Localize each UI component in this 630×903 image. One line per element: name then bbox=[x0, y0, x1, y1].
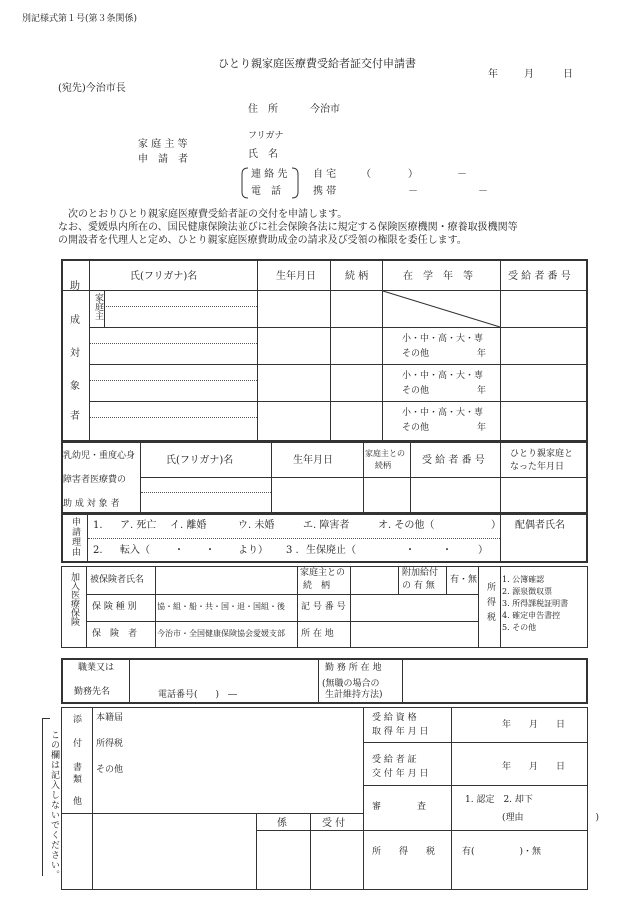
furigana-label: フリガナ bbox=[248, 131, 284, 141]
col-school: 在 学 年 等 bbox=[403, 271, 473, 282]
subsidy-col-rel-1: 家庭主との bbox=[365, 449, 405, 458]
insurance-kind-options[interactable]: 協・組・船・共・国・退・国組・後 bbox=[157, 602, 285, 611]
school-options-3: 小・中・高・大・専 bbox=[402, 408, 484, 418]
reason-2-dot-2: ・ bbox=[205, 545, 215, 556]
form-id: 別記様式第１号(第３条関係) bbox=[22, 14, 138, 24]
reason-3-dot-1: ・ bbox=[405, 545, 415, 556]
addressee: (宛先)今治市長 bbox=[58, 83, 126, 94]
extra-benefit-2: の 有 無 bbox=[402, 581, 435, 591]
income-tax-label: 所 得 税 bbox=[372, 847, 436, 857]
school-diagonal bbox=[383, 291, 500, 327]
attach-doc-3: その他 bbox=[96, 765, 124, 775]
spouse-name-label: 配偶者氏名 bbox=[515, 520, 565, 531]
form-title: ひとり親家庭医療費受給者証交付申請書 bbox=[218, 57, 416, 70]
attach-side-1: 添 bbox=[73, 715, 83, 725]
col-relation: 続 柄 bbox=[345, 271, 369, 282]
review-value: 1. 認定 2. 却下 bbox=[465, 795, 533, 805]
issue-label-2: 交 付 年 月 日 bbox=[372, 769, 429, 779]
reason-1-unmarried[interactable]: ウ. 未婚 bbox=[238, 520, 275, 531]
subsidy-label-2: 障害者医療費の bbox=[63, 475, 127, 485]
attach-side-3: 書 bbox=[73, 763, 83, 773]
attach-side-5: 他 bbox=[73, 797, 83, 807]
issue-label-1: 受 給 者 証 bbox=[372, 755, 417, 765]
insurance-code-label: 記 号 番 号 bbox=[301, 602, 346, 612]
reason-2-number: 2. bbox=[93, 545, 103, 556]
mobile-label: 携 帯 bbox=[313, 186, 337, 197]
home-open: （ bbox=[361, 169, 371, 180]
date-day: 日 bbox=[563, 69, 573, 80]
reason-3-close: ） bbox=[478, 545, 488, 556]
side-char-4: 象 bbox=[70, 381, 80, 392]
reason-1-other[interactable]: オ. その他（ bbox=[378, 520, 435, 531]
insurer-value[interactable]: 今治市・全国健康保険協会愛媛支部 bbox=[157, 629, 285, 638]
address-label: 住 所 bbox=[248, 104, 278, 115]
extra-benefit-1: 附加給付 bbox=[402, 568, 439, 578]
school-year-2: 年 bbox=[477, 386, 487, 396]
attach-side-4: 類 bbox=[73, 775, 83, 785]
subsidy-col-single-1: ひとり親家庭と bbox=[510, 449, 574, 459]
income-item-4[interactable]: 4. 確定申告書控 bbox=[502, 611, 561, 620]
review-reason: (理由 ) bbox=[502, 813, 600, 823]
col-name: 氏(フリガナ)名 bbox=[130, 271, 198, 282]
unemployed-label-1: (無職の場合の bbox=[322, 679, 380, 689]
school-options-2: 小・中・高・大・専 bbox=[402, 371, 484, 381]
reason-2-dot-1: ・ bbox=[174, 545, 184, 556]
insurer-location-label: 所 在 地 bbox=[301, 629, 334, 639]
subsidy-col-rel-2: 続柄 bbox=[375, 461, 391, 470]
school-year-1: 年 bbox=[477, 349, 487, 359]
col-number: 受 給 者 番 号 bbox=[508, 271, 571, 282]
insurance-side-label: 加入医療保険 bbox=[69, 572, 79, 626]
income-item-5[interactable]: 5. その他 bbox=[502, 623, 537, 632]
insured-name-label: 被保険者氏名 bbox=[90, 575, 145, 585]
home-close: ） bbox=[408, 169, 418, 180]
eligibility-label-1: 受 給 資 格 bbox=[372, 713, 417, 723]
side-char-1: 助 bbox=[70, 281, 80, 292]
insurer-label: 保 険 者 bbox=[92, 629, 138, 639]
contact-label: 連 絡 先 bbox=[251, 169, 288, 180]
staff-label: 係 bbox=[277, 818, 287, 829]
attach-doc-1: 本籍届 bbox=[96, 713, 124, 723]
school-options-1: 小・中・高・大・専 bbox=[402, 334, 484, 344]
attach-doc-2: 所得税 bbox=[96, 739, 124, 749]
income-item-3[interactable]: 3. 所得課税証明書 bbox=[502, 599, 569, 608]
beneficiary-table bbox=[61, 259, 588, 442]
subsidy-col-birth: 生年月日 bbox=[293, 455, 333, 466]
insurance-rel-1: 家庭主との bbox=[300, 568, 346, 578]
address-value[interactable]: 今治市 bbox=[310, 104, 340, 115]
eligibility-label-2: 取 得 年 月 日 bbox=[372, 727, 429, 737]
reason-3-number: 3 . bbox=[286, 545, 299, 556]
reason-1-divorce[interactable]: イ. 離婚 bbox=[170, 520, 207, 531]
mobile-dash-1: － bbox=[408, 186, 418, 197]
income-item-1[interactable]: 1. 公簿確認 bbox=[502, 575, 545, 584]
side-char-2: 成 bbox=[70, 315, 80, 326]
subsidy-col-number: 受 給 者 番 号 bbox=[422, 455, 485, 466]
job-phone-label: 電話番号( ) ― bbox=[158, 690, 238, 700]
income-tax-value: 有( )・無 bbox=[462, 847, 542, 857]
job-label-1: 職業又は bbox=[78, 663, 115, 673]
reason-1-death[interactable]: ア. 死亡 bbox=[120, 520, 157, 531]
reason-2-move-in[interactable]: 転入（ bbox=[120, 545, 150, 556]
school-other-2: その他 bbox=[402, 386, 430, 396]
intro-line-3: の開設者を代理人と定め、ひとり親家庭医療費助成金の請求及び受領の権限を委任します。 bbox=[58, 235, 467, 246]
issue-date: 年 月 日 bbox=[502, 762, 566, 772]
reason-1-number: 1. bbox=[93, 520, 103, 531]
insurance-kind-label: 保 険 種 別 bbox=[92, 602, 137, 612]
reception-label: 受 付 bbox=[322, 818, 346, 829]
reason-1-close: ） bbox=[491, 520, 501, 531]
eligibility-date: 年 月 日 bbox=[502, 720, 566, 730]
reason-1-disabled[interactable]: エ. 障害者 bbox=[303, 520, 350, 531]
role-label-1: 家 庭 主 等 bbox=[138, 139, 188, 150]
subsidy-label-3: 助 成 対 象 者 bbox=[63, 499, 120, 509]
intro-line-1: 次のとおりひとり親家庭医療費受給者証の交付を申請します。 bbox=[68, 209, 348, 220]
reason-3-welfare[interactable]: 生保廃止（ bbox=[306, 545, 356, 556]
mobile-dash-2: － bbox=[478, 186, 488, 197]
school-other-1: その他 bbox=[402, 349, 430, 359]
reason-side-label: 申請理由 bbox=[70, 517, 80, 557]
col-birth: 生年月日 bbox=[276, 271, 316, 282]
reason-3-dot-2: ・ bbox=[442, 545, 452, 556]
date-year: 年 bbox=[488, 69, 498, 80]
unemployed-label-2: 生計維持方法) bbox=[325, 690, 383, 700]
note-bracket bbox=[42, 718, 43, 876]
household-head-label: 家庭主 bbox=[93, 293, 103, 320]
date-month: 月 bbox=[524, 69, 534, 80]
subsidy-label-1: 乳幼児・重度心身 bbox=[63, 451, 136, 461]
workplace-label: 勤 務 所 在 地 bbox=[325, 663, 382, 673]
income-tax-side: 所得税 bbox=[485, 582, 495, 627]
attach-side-2: 付 bbox=[73, 739, 83, 749]
school-other-3: その他 bbox=[402, 423, 430, 433]
insurance-rel-2: 続 柄 bbox=[303, 581, 331, 591]
phone-label: 電 話 bbox=[251, 186, 281, 197]
home-label: 自 宅 bbox=[313, 169, 337, 180]
review-label: 審 査 bbox=[372, 802, 427, 812]
school-year-3: 年 bbox=[477, 423, 487, 433]
side-char-3: 対 bbox=[70, 348, 80, 359]
role-label-2: 申 請 者 bbox=[138, 154, 188, 165]
income-item-2[interactable]: 2. 源泉徴収票 bbox=[502, 587, 553, 596]
intro-line-2: なお、愛媛県内所在の、国民健康保険法並びに社会保険各法に規定する保険医療機関・療養取扱機関等 bbox=[58, 222, 518, 233]
no-entry-note: この欄は記入しないでください。 bbox=[49, 730, 59, 880]
home-dash: － bbox=[457, 169, 467, 180]
side-char-5: 者 bbox=[70, 411, 80, 422]
name-label: 氏 名 bbox=[248, 149, 278, 160]
subsidy-col-name: 氏(フリガナ)名 bbox=[166, 455, 234, 466]
reason-2-from: より） bbox=[238, 545, 268, 556]
extra-benefit-value[interactable]: 有・無 bbox=[450, 575, 478, 585]
subsidy-col-single-2: なった年月日 bbox=[510, 462, 565, 472]
job-label-2: 勤務先名 bbox=[74, 687, 111, 697]
